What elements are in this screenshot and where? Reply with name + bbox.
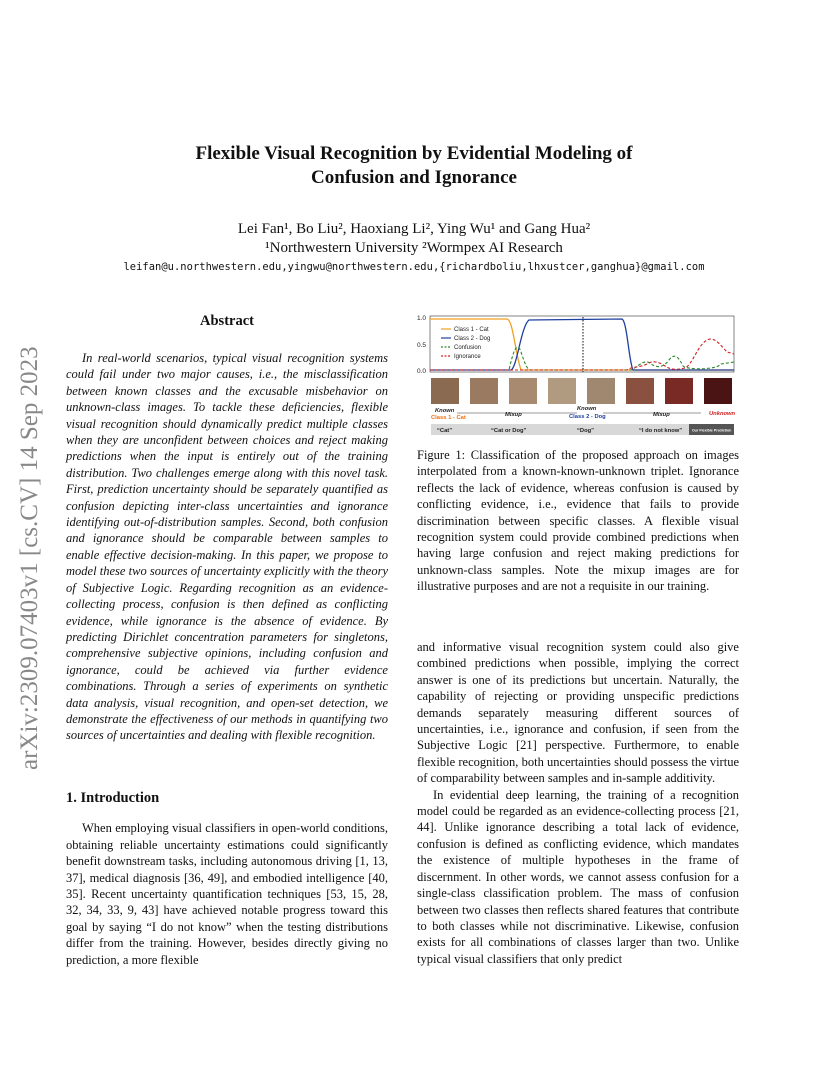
thumb-7 (665, 378, 693, 404)
stage-labels (431, 406, 736, 421)
figure-caption-text: Figure 1: Classification of the proposed approach on images interpolated from a known-known-unknown triplet. Ignorance reflects the lack of evidence, whereas confusion is caused by conflicting evidence, i.e., evidence that fails to provide discrimination between specific classes. A flexible visual recognition system could provide combined predictions when having large confusion and reject making predictions for unknown-class samples. Note the mixup images are for illustrative purposes and are not a requisite in our training. (417, 448, 739, 594)
thumb-2 (470, 378, 498, 404)
stage-unknown: Unknown (709, 411, 736, 417)
intro-paragraph-1: When employing visual classifiers in open-world conditions, obtaining reliable uncertainty estimations could significantly benefit downstream tasks, including autonomous driving [1, 13, 37], medical diagnosis [36, 49], and embodied intelligence [40, 35]. Recent uncertainty quantification techniques [53, 15, 28, 32, 34, 33, 9, 43] have achieved notable progress toward this goal by saying “I do not know” when the testing distributions differ from the training. However, besides directly giving no prediction, a more flexible (66, 821, 388, 967)
plot-frame (430, 316, 734, 372)
right-column-body (417, 639, 739, 967)
image-strip (431, 378, 732, 404)
right-paragraph-1: and informative visual recognition system could also give combined predictions when possible, implying the correct answer is one of its predictions but uncertain. Naturally, the capability of rejecting or providing unspecific predictions demands separately measuring different sources of uncertainties, i.e., ignorance and confusion, if seen from the Subjective Logic [21] perspective. Furthermore, to enable flexible recognition, both uncertainties should possess the virtue of comparability between samples and in-sample additivity. (417, 640, 739, 786)
stage-mixup-1: Mixup (505, 412, 522, 418)
pred-tag: Our Flexible Prediction (692, 428, 732, 433)
thumb-8 (704, 378, 732, 404)
legend-confusion: Confusion (454, 345, 482, 351)
authors: Lei Fan¹, Bo Liu², Haoxiang Li², Ying Wu¹ and Gang Hua² (237, 221, 591, 237)
right-paragraph-2: In evidential deep learning, the training of a recognition model could be regarded as an evidence-collecting process [21, 44]. Unlike ignorance describing a total lack of evidence, confusion is defined as conflicting evidence, which mandates the existence of multiple hypotheses in the frame of discernment. In other words, we cannot assess confusion for a single-class classification problem. The mass of confusion between two classes then reflects shared features that contribute to both classes while not discriminative. Likewise, confusion exists for all combinations of classes larger than two. Unlike typical visual classifiers that only predict (417, 787, 739, 966)
pred-cat-or-dog: “Cat or Dog” (491, 428, 527, 434)
paper-title (0, 142, 828, 190)
abstract-body (66, 350, 388, 744)
affiliations: ¹Northwestern University ²Wormpex AI Research (265, 240, 563, 256)
abstract-text: In real-world scenarios, typical visual recognition systems could fail under two major causes, i.e., the misclassification between known classes and the excusable misbehavior on unknown-class images. To tackle these deficiencies, flexible visual recognition should dynamically predict multiple classes when they are unconfident between choices and reject making predictions when the input is entirely out of the training distribution. Two challenges emerge along with this novel task. First, prediction uncertainty should be separately quantified as confusion depicting inter-class uncertainties and ignorance identifying out-of-distribution samples. Second, both confusion and ignorance should be comparable between samples to enable effective decision-making. In this paper, we propose to model these two sources of uncertainty explicitly with the theory of Subjective Logic. Regarding recognition as an evidence-collecting process, confusion is then defined as conflicting evidence, while ignorance is the absence of evidence. By predicting Dirichlet concentration parameters for singletons, comprehensive subjective opinions, including confusion and ignorance, could be achieved via further evidence combinations. Through a series of experiments on synthetic data analysis, visual recognition, and open-set detection, we demonstrate the effectiveness of our methods in quantifying two sources of uncertainties and dealing with flexible recognition. (66, 351, 388, 743)
stage-known-1: Known (435, 408, 455, 414)
introduction-section (66, 790, 388, 968)
pred-cat: “Cat” (437, 428, 453, 434)
legend-dog: Class 2 - Dog (454, 336, 491, 342)
stage-class-dog: Class 2 - Dog (569, 414, 606, 420)
legend-ignorance: Ignorance (454, 354, 481, 360)
y-tick-1: 1.0 (417, 315, 427, 322)
figure-caption (417, 447, 739, 595)
stage-mixup-2: Mixup (653, 412, 670, 418)
title-line-2: Confusion and Ignorance (311, 167, 517, 188)
figure-1-graphic (417, 312, 739, 440)
legend (441, 327, 490, 360)
y-tick-0: 0.0 (417, 368, 427, 375)
thumb-1 (431, 378, 459, 404)
arxiv-stamp: arXiv:2309.07403v1 [cs.CV] 14 Sep 2023 (16, 346, 43, 770)
intro-heading: 1. Introduction (66, 790, 160, 806)
abstract-heading: Abstract (200, 313, 254, 329)
thumb-3 (509, 378, 537, 404)
stage-known-2: Known (577, 406, 597, 412)
stage-class-cat: Class 1 - Cat (431, 415, 466, 421)
emails: leifan@u.northwestern.edu,yingwu@northwestern.edu,{richardboliu,lhxustcer,ganghua}@gmail.com (123, 261, 705, 273)
y-tick-05: 0.5 (417, 342, 427, 349)
title-line-1: Flexible Visual Recognition by Evidential Modeling of (195, 143, 633, 164)
thumb-6 (626, 378, 654, 404)
legend-cat: Class 1 - Cat (454, 327, 489, 333)
figure-1 (417, 312, 739, 440)
thumb-4 (548, 378, 576, 404)
thumb-5 (587, 378, 615, 404)
pred-dog: “Dog” (577, 428, 595, 434)
pred-unknown: “I do not know” (639, 428, 683, 434)
